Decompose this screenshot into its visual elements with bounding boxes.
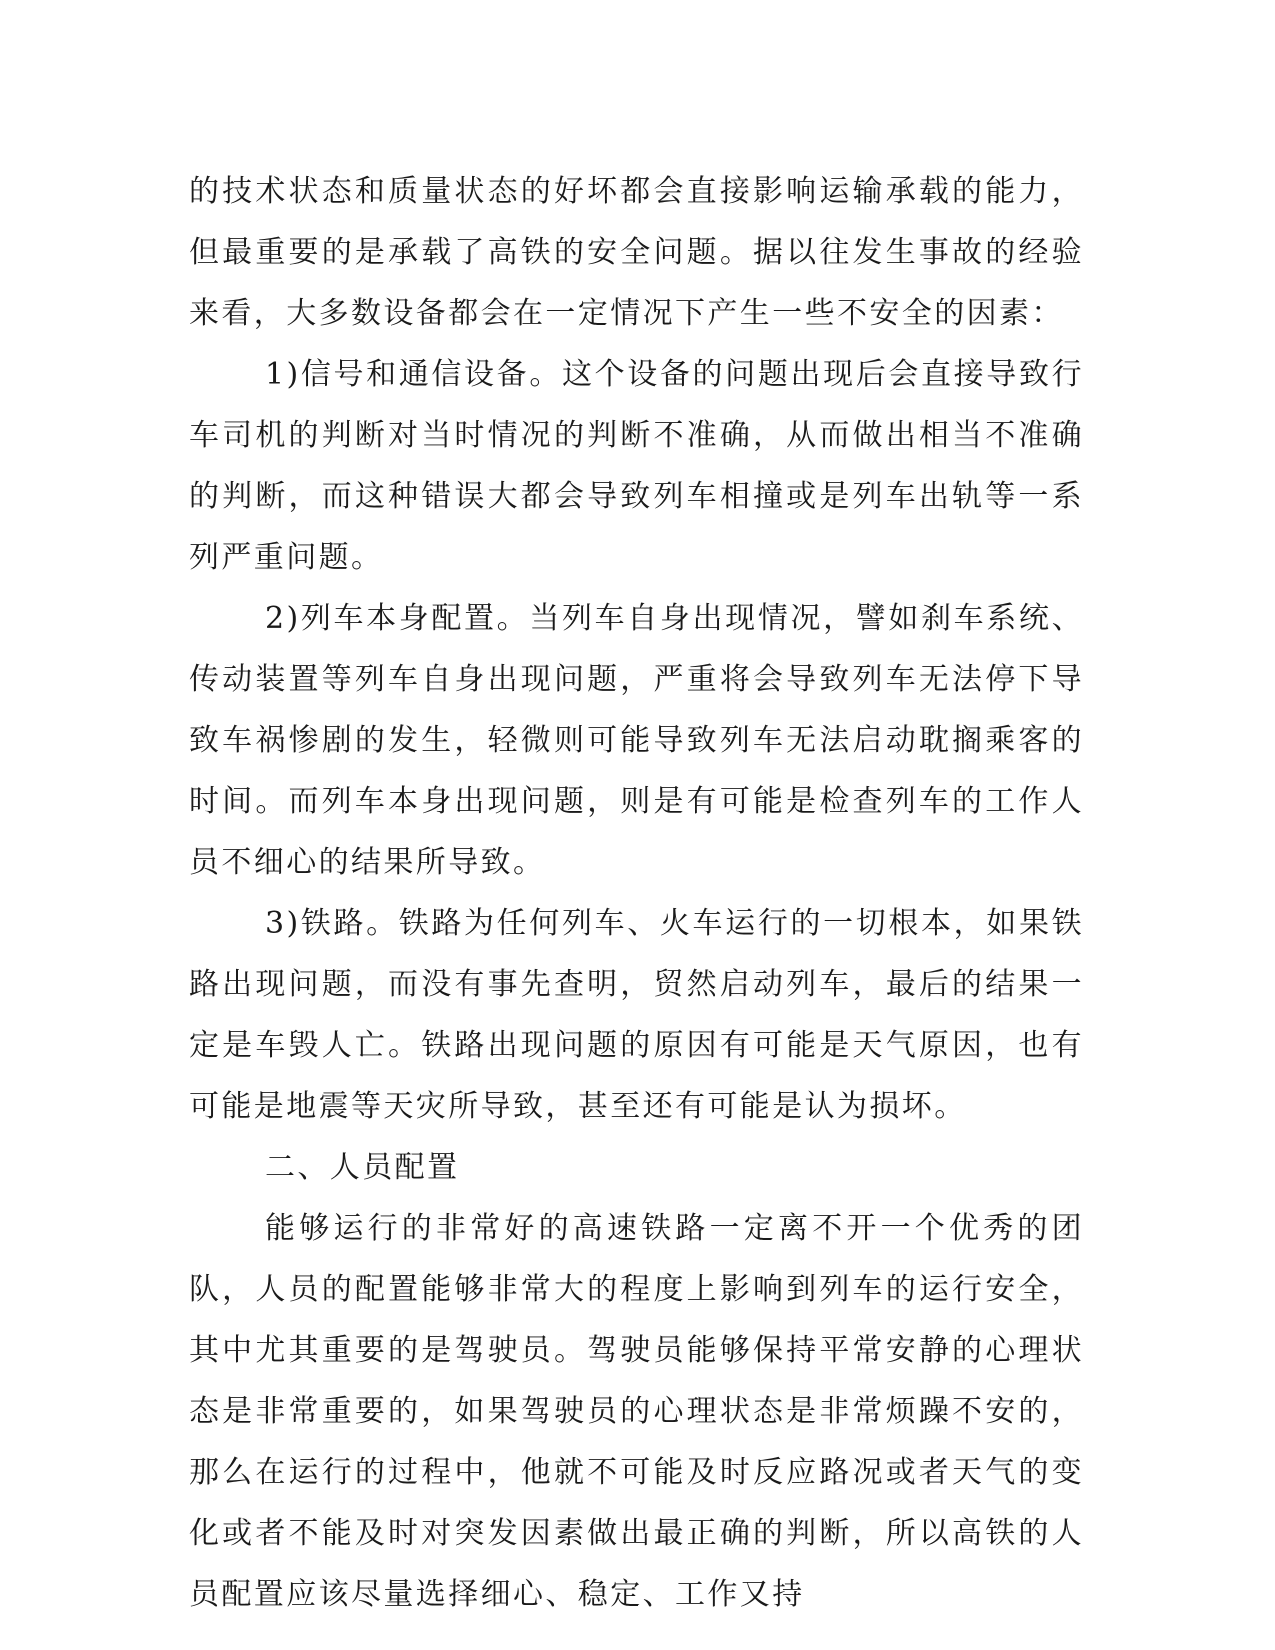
paragraph-railway: 3)铁路。铁路为任何列车、火车运行的一切根本，如果铁路出现问题，而没有事先查明，贸然启动列车，最后的结果一定是车毁人亡。铁路出现问题的原因有可能是天气原因，也有可能是地震等天灾所导致，甚至还有可能是认为损坏。 xyxy=(189,906,1084,1124)
paragraph-staffing: 能够运行的非常好的高速铁路一定离不开一个优秀的团队，人员的配置能够非常大的程度上影响到列车的运行安全，其中尤其重要的是驾驶员。驾驶员能够保持平常安静的心理状态是非常重要的，如果驾驶员的心理状态是非常烦躁不安的，那么在运行的过程中，他就不可能及时反应路况或者天气的变化或者不能及时对突发因素做出最正确的判断，所以高铁的人员配置应该尽量选择细心、稳定、工作又持 xyxy=(189,1211,1084,1612)
paragraph-signal-equipment: 1)信号和通信设备。这个设备的问题出现后会直接导致行车司机的判断对当时情况的判断不准确，从而做出相当不准确的判断，而这种错误大都会导致列车相撞或是列车出轨等一系列严重问题。 xyxy=(189,357,1084,575)
body-text xyxy=(189,161,1084,1625)
paragraph-train-configuration: 2)列车本身配置。当列车自身出现情况，譬如刹车系统、传动装置等列车自身出现问题，严重将会导致列车无法停下导致车祸惨剧的发生，轻微则可能导致列车无法启动耽搁乘客的时间。而列车本身出现问题，则是有可能是检查列车的工作人员不细心的结果所导致。 xyxy=(189,601,1084,880)
section-heading: 二、人员配置 xyxy=(265,1150,460,1185)
paragraph-continued: 的技术状态和质量状态的好坏都会直接影响运输承载的能力，但最重要的是承载了高铁的安全问题。据以往发生事故的经验来看，大多数设备都会在一定情况下产生一些不安全的因素： xyxy=(189,174,1084,331)
